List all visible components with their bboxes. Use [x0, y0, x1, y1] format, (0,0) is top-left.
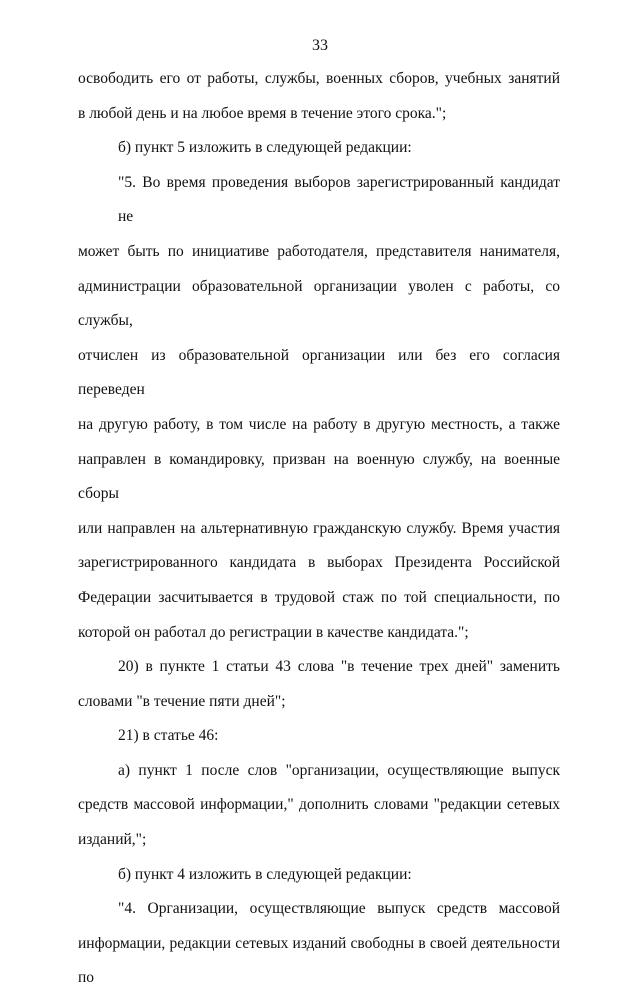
text-line: направлен в командировку, призван на военную службу, на военные сборы — [78, 450, 560, 503]
text-line: 20) в пункте 1 статьи 43 слова "в течение трех дней" заменить — [118, 658, 560, 676]
text-line: зарегистрированного кандидата в выборах Президента Российской — [78, 554, 560, 572]
paragraph-item-21 — [78, 719, 560, 754]
text-line: а) пункт 1 после слов "организации, осуществляющие выпуск — [118, 761, 560, 779]
text-line: отчислен из образовательной организации или без его согласия переведен — [78, 346, 560, 399]
text-line: может быть по инициативе работодателя, представителя нанимателя, — [78, 242, 560, 260]
text-line: Федерации засчитывается в трудовой стаж по той специальности, по — [78, 588, 560, 606]
text-line: информации, редакции сетевых изданий свободны в своей деятельности по — [78, 934, 560, 987]
paragraph-point-5-text — [78, 166, 560, 650]
paragraph-continuation — [78, 62, 560, 131]
text-line: б) пункт 5 изложить в следующей редакции: — [118, 139, 412, 157]
document-body — [78, 62, 560, 996]
paragraph-item-a-point-1 — [78, 754, 560, 858]
paragraph-item-b-point-4 — [78, 858, 560, 893]
text-line: или направлен на альтернативную гражданскую службу. Время участия — [78, 519, 560, 537]
text-line: средств массовой информации," дополнить словами "редакции сетевых — [78, 796, 560, 814]
page-number: 33 — [312, 37, 328, 54]
paragraph-point-4-text — [78, 892, 560, 996]
text-line: словами "в течение пяти дней"; — [78, 692, 286, 710]
text-line: "4. Организации, осуществляющие выпуск средств массовой — [118, 900, 560, 918]
text-line: б) пункт 4 изложить в следующей редакции: — [118, 865, 412, 883]
text-line: которой он работал до регистрации в качестве кандидата."; — [78, 623, 469, 641]
text-line: изданий,"; — [78, 831, 147, 849]
text-line: "5. Во время проведения выборов зарегистрированный кандидат не — [118, 173, 560, 226]
text-line: в любой день и на любое время в течение этого срока."; — [78, 104, 447, 122]
text-line: на другую работу, в том числе на работу в другую местность, а также — [78, 415, 560, 433]
paragraph-item-b-point-5 — [78, 131, 560, 166]
text-line: освободить его от работы, службы, военных сборов, учебных занятий — [78, 70, 560, 87]
text-line: администрации образовательной организации уволен с работы, со службы, — [78, 277, 560, 330]
text-line: 21) в статье 46: — [118, 727, 219, 745]
paragraph-item-20 — [78, 650, 560, 719]
